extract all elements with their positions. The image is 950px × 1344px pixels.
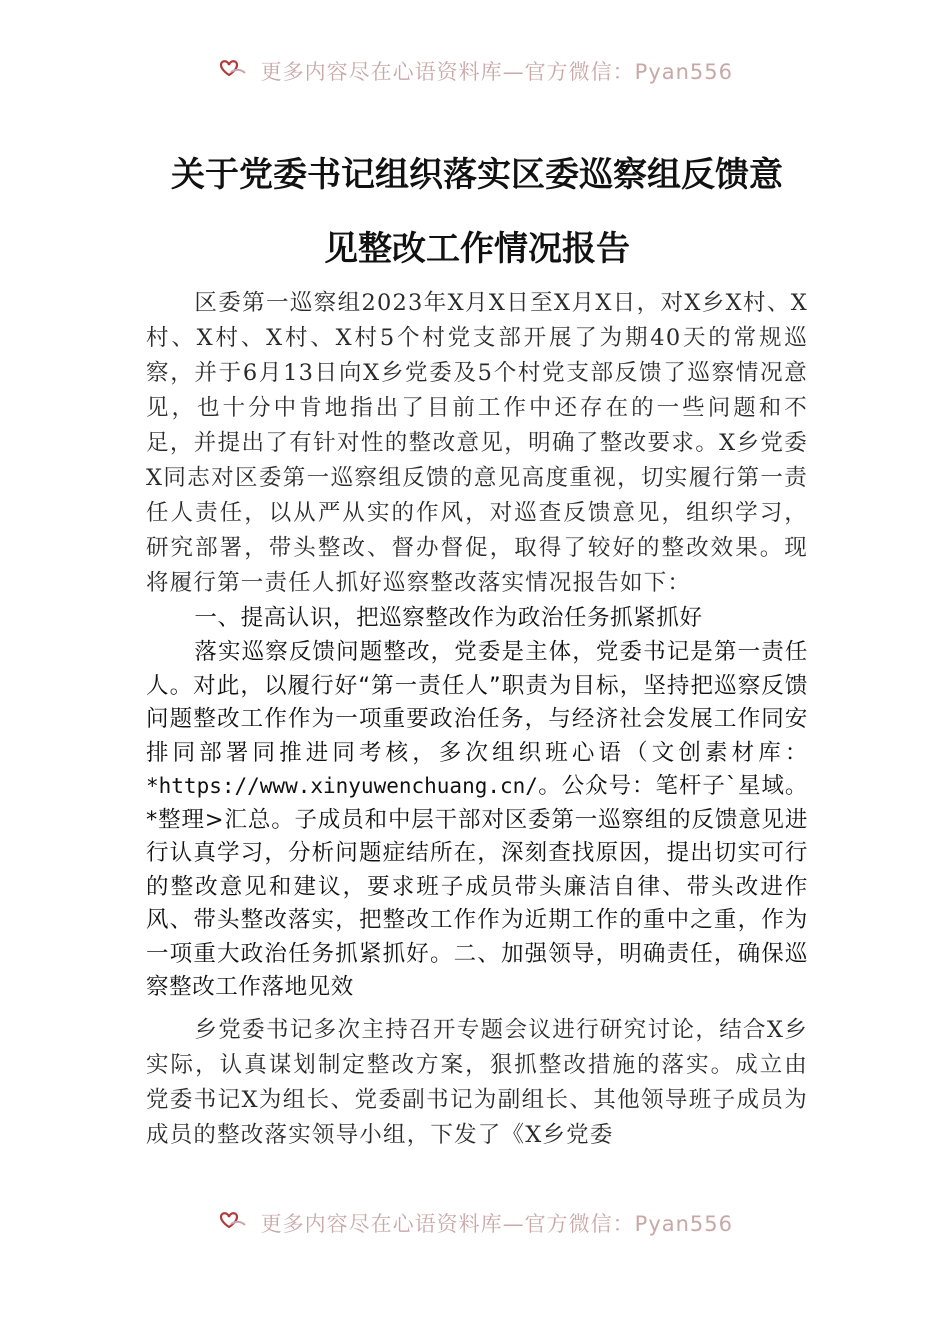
watermark-header: [0, 56, 950, 86]
heart-ribbon-logo-icon: [217, 57, 247, 87]
watermark-footer: [0, 1208, 950, 1238]
section-1-text-b: 。公众号：笔杆子`星域。*整理>汇总。子成员和中层干部对区委第一巡察组的反馈意见进行认真学习，分析问题症结所在，深刻查找原因，提出切实可行的整改意见和建议，要求班子成员带头廉洁自律、带头改进作风、带头整改落实，把整改工作作为近期工作的重中之重，作为一项重大政治任务抓紧抓好。二、加强领导，明确责任，确保巡察整改工作落地见效: [146, 773, 808, 1000]
document-title-line-1: 关于党委书记组织落实区委巡察组反馈意: [171, 155, 783, 195]
intro-paragraph: 区委第一巡察组2023年X月X日至X月X日，对X乡X村、X村、X村、X村、X村5个村党支部开展了为期40天的常规巡察，并于6月13日向X乡党委及5个村党支部反馈了巡察情况意见，也十分中肯地指出了目前工作中还存在的一些问题和不足，并提出了有针对性的整改意见，明确了整改要求。X乡党委X同志对区委第一巡察组反馈的意见高度重视，切实履行第一责任人责任，以从严从实的作风，对巡查反馈意见，组织学习，研究部署，带头整改、督办督促，取得了较好的整改效果。现将履行第一责任人抓好巡察整改落实情况报告如下：: [146, 290, 808, 596]
watermark-text: 更多内容尽在心语资料库—官方微信：Pyan556: [260, 1212, 734, 1236]
document-title-line-2: 见整改工作情况报告: [324, 229, 630, 269]
section-1-url: *https://www.xinyuwenchuang.cn/: [146, 774, 538, 798]
section-2-paragraph: 乡党委书记多次主持召开专题会议进行研究讨论，结合X乡实际，认真谋划制定整改方案，狠抓整改措施的落实。成立由党委书记X为组长、党委副书记为副组长、其他领导班子成员为成员的整改落实领导小组，下发了《X乡党委: [146, 1016, 808, 1148]
section-1-heading: 一、提高认识，把巡察整改作为政治任务抓紧抓好: [194, 605, 703, 631]
heart-ribbon-logo-icon: [217, 1209, 247, 1239]
watermark-text: 更多内容尽在心语资料库—官方微信：Pyan556: [260, 60, 734, 84]
document-body: [146, 138, 808, 1153]
section-1-paragraph: [146, 636, 808, 1005]
section-1-text-a: 落实巡察反馈问题整改，党委是主体，党委书记是第一责任人。对此，以履行好“第一责任人”职责为目标，坚持把巡察反馈问题整改工作作为一项重要政治任务，与经济社会发展工作同安排同部署同推进同考核，多次组织班心语（文创素材库：: [146, 639, 808, 766]
